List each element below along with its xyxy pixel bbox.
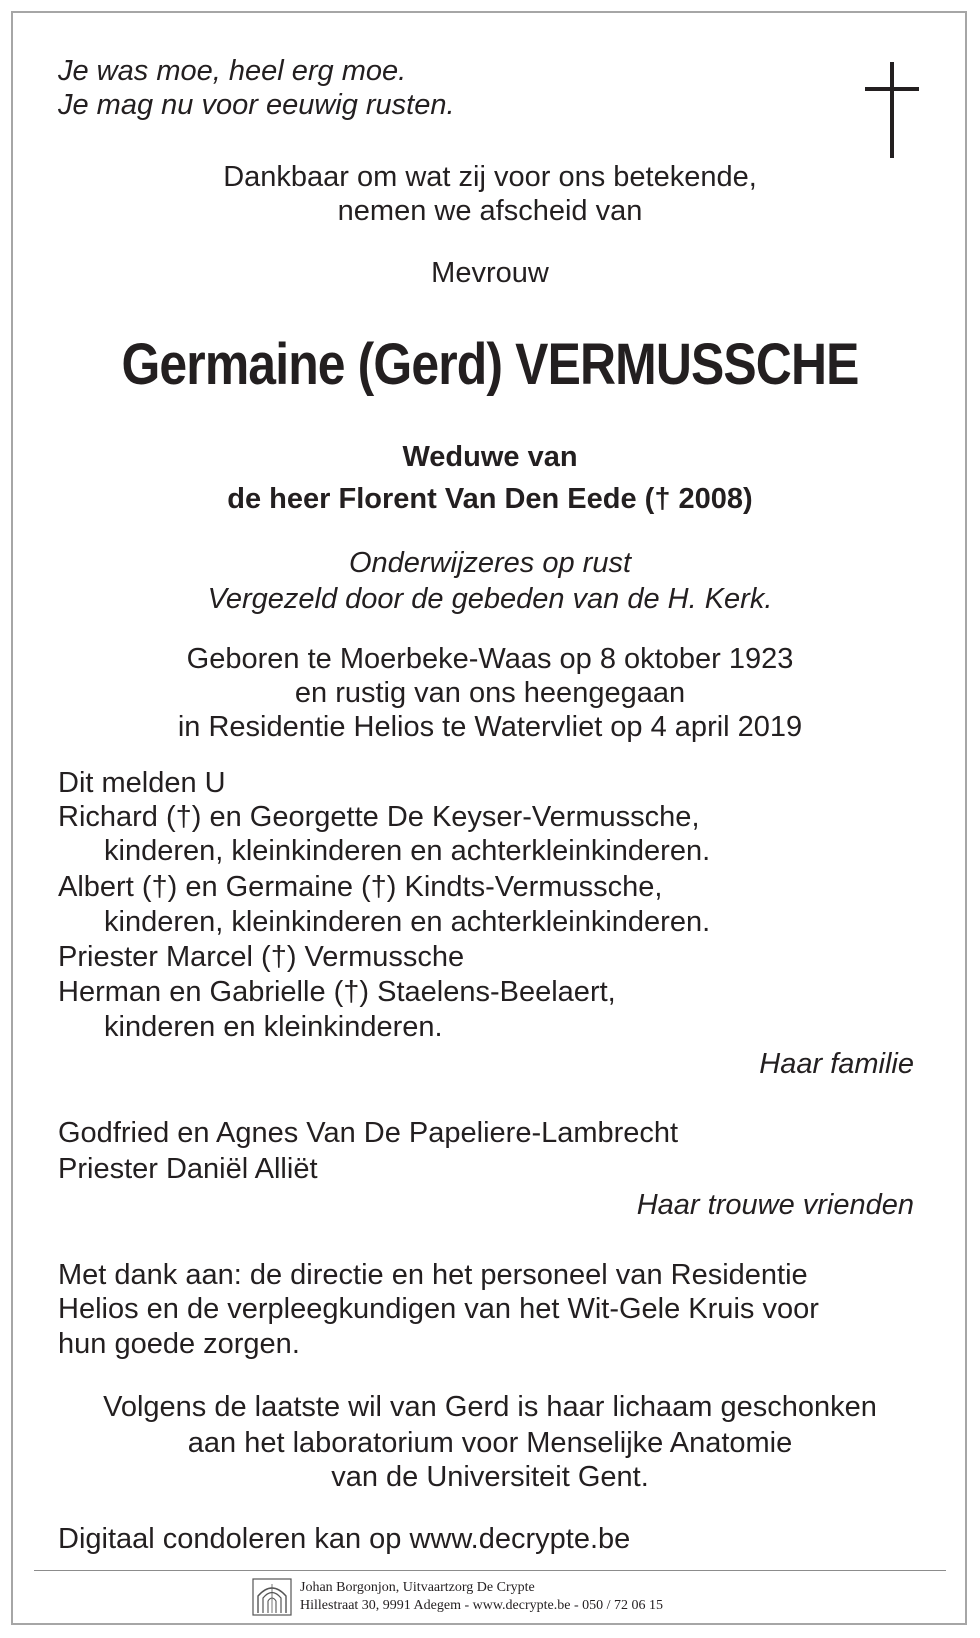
dates-line-2: en rustig van ons heengegaan <box>294 677 686 709</box>
dates-line-1: Geboren te Moerbeke-Waas op 8 oktober 1923 <box>186 643 794 675</box>
friends-line-1: Godfried en Agnes Van De Papeliere-Lambrecht <box>58 1117 679 1149</box>
intro-line-2: nemen we afscheid van <box>337 195 643 227</box>
crypte-arch-logo <box>252 1578 292 1616</box>
family-line-3: kinderen, kleinkinderen en achterkleinkinderen. <box>104 835 711 867</box>
salutation: Mevrouw <box>431 257 549 289</box>
deceased-name: Germaine (Gerd) VERMUSSCHE <box>121 332 859 397</box>
profession-line-1: Onderwijzeres op rust <box>348 547 632 579</box>
last-will-line-1: Volgens de laatste wil van Gerd is haar lichaam geschonken <box>103 1391 877 1423</box>
footer-address: Hillestraat 30, 9991 Adegem - www.decrypte.be - 050 / 72 06 15 <box>300 1598 664 1613</box>
last-will-line-3: van de Universiteit Gent. <box>331 1461 649 1493</box>
family-line-5: kinderen, kleinkinderen en achterkleinkinderen. <box>104 906 711 938</box>
widow-line-2: de heer Florent Van Den Eede († 2008) <box>227 483 753 515</box>
family-line-2: Richard (†) en Georgette De Keyser-Vermussche, <box>58 801 700 833</box>
last-will-line-2: aan het laboratorium voor Menselijke Anatomie <box>187 1427 793 1459</box>
family-line-8: kinderen en kleinkinderen. <box>104 1011 443 1043</box>
profession-line-2: Vergezeld door de gebeden van de H. Kerk. <box>207 583 773 615</box>
family-line-7: Herman en Gabrielle (†) Staelens-Beelaert, <box>58 976 616 1008</box>
intro-line-1: Dankbaar om wat zij voor ons betekende, <box>223 161 757 193</box>
footer-divider <box>34 1570 946 1571</box>
friends-signature: Haar trouwe vrienden <box>636 1189 914 1221</box>
thanks-line-2: Helios en de verpleegkundigen van het Wit-Gele Kruis voor <box>58 1293 819 1325</box>
family-line-4: Albert (†) en Germaine (†) Kindts-Vermussche, <box>58 871 663 903</box>
thanks-line-3: hun goede zorgen. <box>58 1328 300 1360</box>
family-signature: Haar familie <box>759 1048 914 1080</box>
family-line-1: Dit melden U <box>58 767 226 799</box>
family-line-6: Priester Marcel (†) Vermussche <box>58 941 465 973</box>
condolence-line: Digitaal condoleren kan op www.decrypte.be <box>58 1523 631 1555</box>
footer-company: Johan Borgonjon, Uitvaartzorg De Crypte <box>300 1580 535 1595</box>
latin-cross-icon <box>862 62 922 158</box>
poem-line-2: Je mag nu voor eeuwig rusten. <box>58 89 455 121</box>
dates-line-3: in Residentie Helios te Watervliet op 4 april 2019 <box>177 711 803 743</box>
widow-line-1: Weduwe van <box>402 441 578 473</box>
poem-line-1: Je was moe, heel erg moe. <box>58 55 407 87</box>
friends-line-2: Priester Daniël Alliët <box>58 1153 318 1185</box>
thanks-line-1: Met dank aan: de directie en het personeel van Residentie <box>58 1259 808 1291</box>
